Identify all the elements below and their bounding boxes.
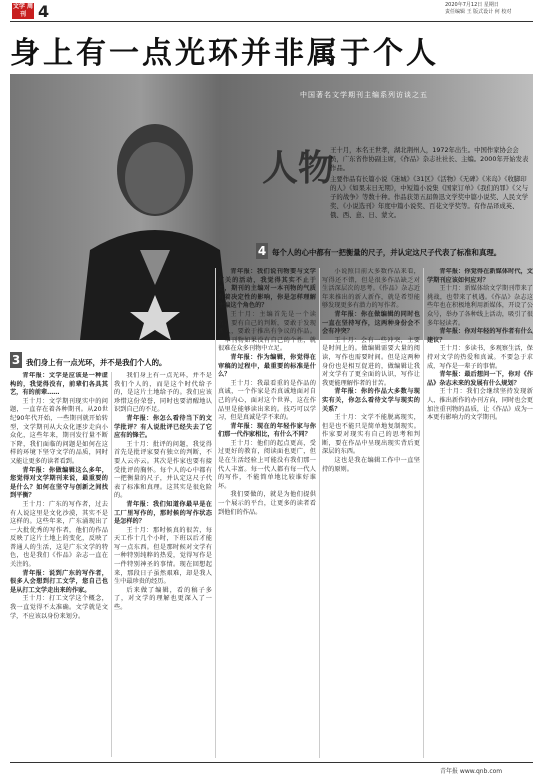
pull-quote: 每个人的心中都有一把衡量的尺子，并认定这尺子代表了标准和真理。: [272, 248, 502, 257]
article-column-2: [114, 372, 212, 757]
newspaper-logo: 文学 周刊: [12, 3, 34, 18]
interview-question: 青年报：最后想问一下，你对《作品》杂志未来的发展有什么规划？: [427, 371, 533, 387]
interview-answer: 王十月：我们会继续坚持发现新人、推出新作的办刊方向，同时也会更加注重刊物的品质，让《作品》成为一本更有影响力的文学期刊。: [427, 388, 533, 422]
interview-answer: 王十月：打工文学这个概念，我一直觉得不太准确。文学就是文学，不应该以身份来划分。: [10, 595, 108, 620]
profile-label: 人物: [262, 147, 335, 189]
interview-question: 青年报：你的作品大多数与现实有关，你怎么看待文学与现实的关系？: [322, 388, 420, 413]
date-line: 2020年7月12日 星期日: [445, 2, 499, 8]
article-column-5: [427, 268, 533, 758]
article-column-1: [10, 372, 108, 757]
interview-answer: 这也是我在编辑工作中一直坚持的原则。: [322, 457, 420, 473]
article-column-3: [218, 268, 316, 758]
interview-answer: 王十月：多读书，多观察生活，保持对文学的热爱和真诚。不要急于求成，写作是一辈子的事情。: [427, 345, 533, 370]
interview-question: 青年报：你做编辑这么多年，您觉得对文学期刊来说，最重要的是什么？如何在坚守与创新之间找到平衡？: [10, 466, 108, 500]
interview-answer: 王十月：会有一些冲突，主要是时间上的。做编辑需要大量的阅读，写作也需要时间。但是这两种身份也是相互促进的，做编辑让我对文学有了更全面的认识，写作让我更能理解作者的甘苦。: [322, 336, 420, 387]
interview-answer: 王十月：文学不能脱离现实，但是也不能只是简单地复制现实。作家要对现实有自己的思考和判断，要在作品中呈现出现实背后更深层的东西。: [322, 414, 420, 456]
interview-question: 青年报：作为编辑，你觉得在审稿的过程中，最重要的标准是什么？: [218, 353, 316, 379]
interview-answer: 王十月：那时候真的很苦，每天工作十几个小时，下班以后才能写一点东西。但是那时候对文学有一种特别纯粹的热爱，觉得写作是一件特别神圣的事情。现在回想起来，那段日子虽然艰难，却是我人生中最珍贵的经历。: [114, 526, 212, 586]
bio-paragraph: 主要作品有长篇小说《迷城》《31区》《活物》《无碑》《米岛》《收脚印的人》《如果末日无期》，中短篇小说集《国家订单》《我们的罪》《父与子的战争》等数十种。作品获第五届鲁迅文学奖中篇小说奖、人民文学奖、《小说选刊》年度中篇小说奖、百花文学奖等。有作品译成英、俄、西、意、日、蒙文。: [330, 174, 529, 220]
article-column-4: [322, 268, 420, 758]
quote-number-badge: 3: [11, 353, 21, 367]
interview-answer: 王十月：广东的写作者，过去有人说这里是文化沙漠，其实不是这样的。这些年来，广东涌现出了一大批优秀的写作者，他们的作品反映了这片土地上的变化，反映了普通人的生活，这是广东文学的特色，也是我们《作品》杂志一直在关注的。: [10, 500, 108, 569]
bio-paragraph: 王十月，本名王世孝，湖北荆州人，1972年出生。中国作家协会会员，广东省作协副主席，《作品》杂志社社长、主编。2000年开始发表作品。: [330, 146, 529, 173]
interview-question: 青年报：说到广东的写作者，很多人会想到打工文学，您自己也是从打工文学走出来的作家。: [10, 569, 108, 594]
interview-answer: 后来做了编辑，看的稿子多了，对文学的理解也更深入了一些。: [114, 586, 212, 612]
interview-answer: 王十月：我最看重的是作品的真诚，一个作家是否真诚地面对自己的内心，面对这个世界，这在作品里是能够读出来的。技巧可以学习，但是真诚是学不来的。: [218, 379, 316, 422]
interview-question: 青年报：你怎么看待当下的文学批评？有人说批评已经失去了它应有的锋芒。: [114, 414, 212, 440]
quote-number-badge: 4: [257, 244, 267, 258]
interview-question: 青年报：你对年轻的写作者有什么建议？: [427, 328, 533, 344]
page-number: 4: [38, 2, 50, 21]
top-rule: [10, 21, 533, 22]
footer-text: 青年报 www.qnb.com: [440, 768, 503, 775]
interview-answer: 王十月：他们的起点更高，受过更好的教育，阅读面也更广，但是在生活经验上可能没有我们那一代人丰富。每一代人都有每一代人的写作，不能简单地比较谁好谁坏。: [218, 439, 316, 490]
interview-question: 青年报：我们说刊物要与文学有关的活动，我觉得其实不止于此，期刊的主编对一本刊物的气质有着决定性的影响，你是怎样理解主编这个角色的？: [218, 268, 316, 310]
column-divider: [319, 268, 320, 758]
column-divider: [423, 268, 424, 758]
interview-answer: 我们身上有一点光环，并不是我们个人的，而是这个时代给予的，是这片土地给予的。我们应该珍惜这份荣誉，同时也要清醒地认识到自己的不足。: [114, 372, 212, 414]
interview-answer: 王十月：新媒体给文学期刊带来了挑战，也带来了机遇。《作品》杂志这些年也在积极地利用新媒体，开设了公众号，举办了各种线上活动，吸引了很多年轻读者。: [427, 285, 533, 327]
masthead: [0, 0, 543, 22]
interview-question: 青年报：现在的年轻作家与你们那一代作家相比，有什么不同？: [218, 422, 316, 439]
editor-line: 责任编辑 王 版式设计 何 校对: [445, 9, 512, 15]
column-divider: [215, 268, 216, 758]
pull-quote: 我们身上有一点光环，并不是我们个人的。: [26, 358, 167, 367]
column-divider: [111, 372, 112, 757]
interview-answer: 王十月：文学期刊现实中的问题，一直存在着各种期刊。从20世纪90年代开始，一些期刊就开始转型，文学期刊从大众化逐步走向小众化，这些年来，期刊发行量不断下降，我们面临的问题是如何在这样的环境下坚守文学的品质，同时又能让更多的读者看到。: [10, 397, 108, 465]
interview-question: 青年报：你觉得在新媒体时代，文学期刊应该如何应对？: [427, 268, 533, 284]
interview-question: 青年报：我们知道你最早是在工厂里写作的，那时候的写作状态是怎样的？: [114, 500, 212, 526]
interview-answer: 王十月：主编首先是一个读者，要有自己的判断，要敢于发现新人，要敢于推出有争议的作品。一本刊物如果没有自己的个性，就很难在众多刊物中立足。: [218, 310, 316, 353]
series-caption: 中国著名文学期刊主编系列访谈之五: [300, 91, 428, 99]
author-bio: [330, 146, 530, 222]
interview-question: 青年报：你在做编辑的同时也一直在坚持写作，这两种身份会不会有冲突？: [322, 310, 420, 336]
interview-answer: 我们要做的，就是为他们提供一个展示的平台，让更多的读者看到他们的作品。: [218, 491, 316, 516]
headline: 身上有一点光环并非属于个人: [10, 36, 439, 71]
interview-question: 青年报：文学是应该是一种虚构的，我觉得没有，前辈们各具其艺，有的前辈……: [10, 372, 108, 397]
interview-answer: 王十月：批评的问题，我觉得首先是批评家要有独立的判断，不要人云亦云。其次是作家也要有接受批评的胸怀。每个人的心中都有一把衡量的尺子，并认定这尺子代表了标准和真理。这其实是很危险的。: [114, 440, 212, 500]
interview-answer: 小说照目前大多数作品来看，写得还不错，但是很多作品缺乏对生活深层次的思考。《作品》杂志近年来推出的新人新作，就是希望能够发现更多有潜力的写作者。: [322, 268, 420, 310]
issue-info: [445, 2, 511, 16]
